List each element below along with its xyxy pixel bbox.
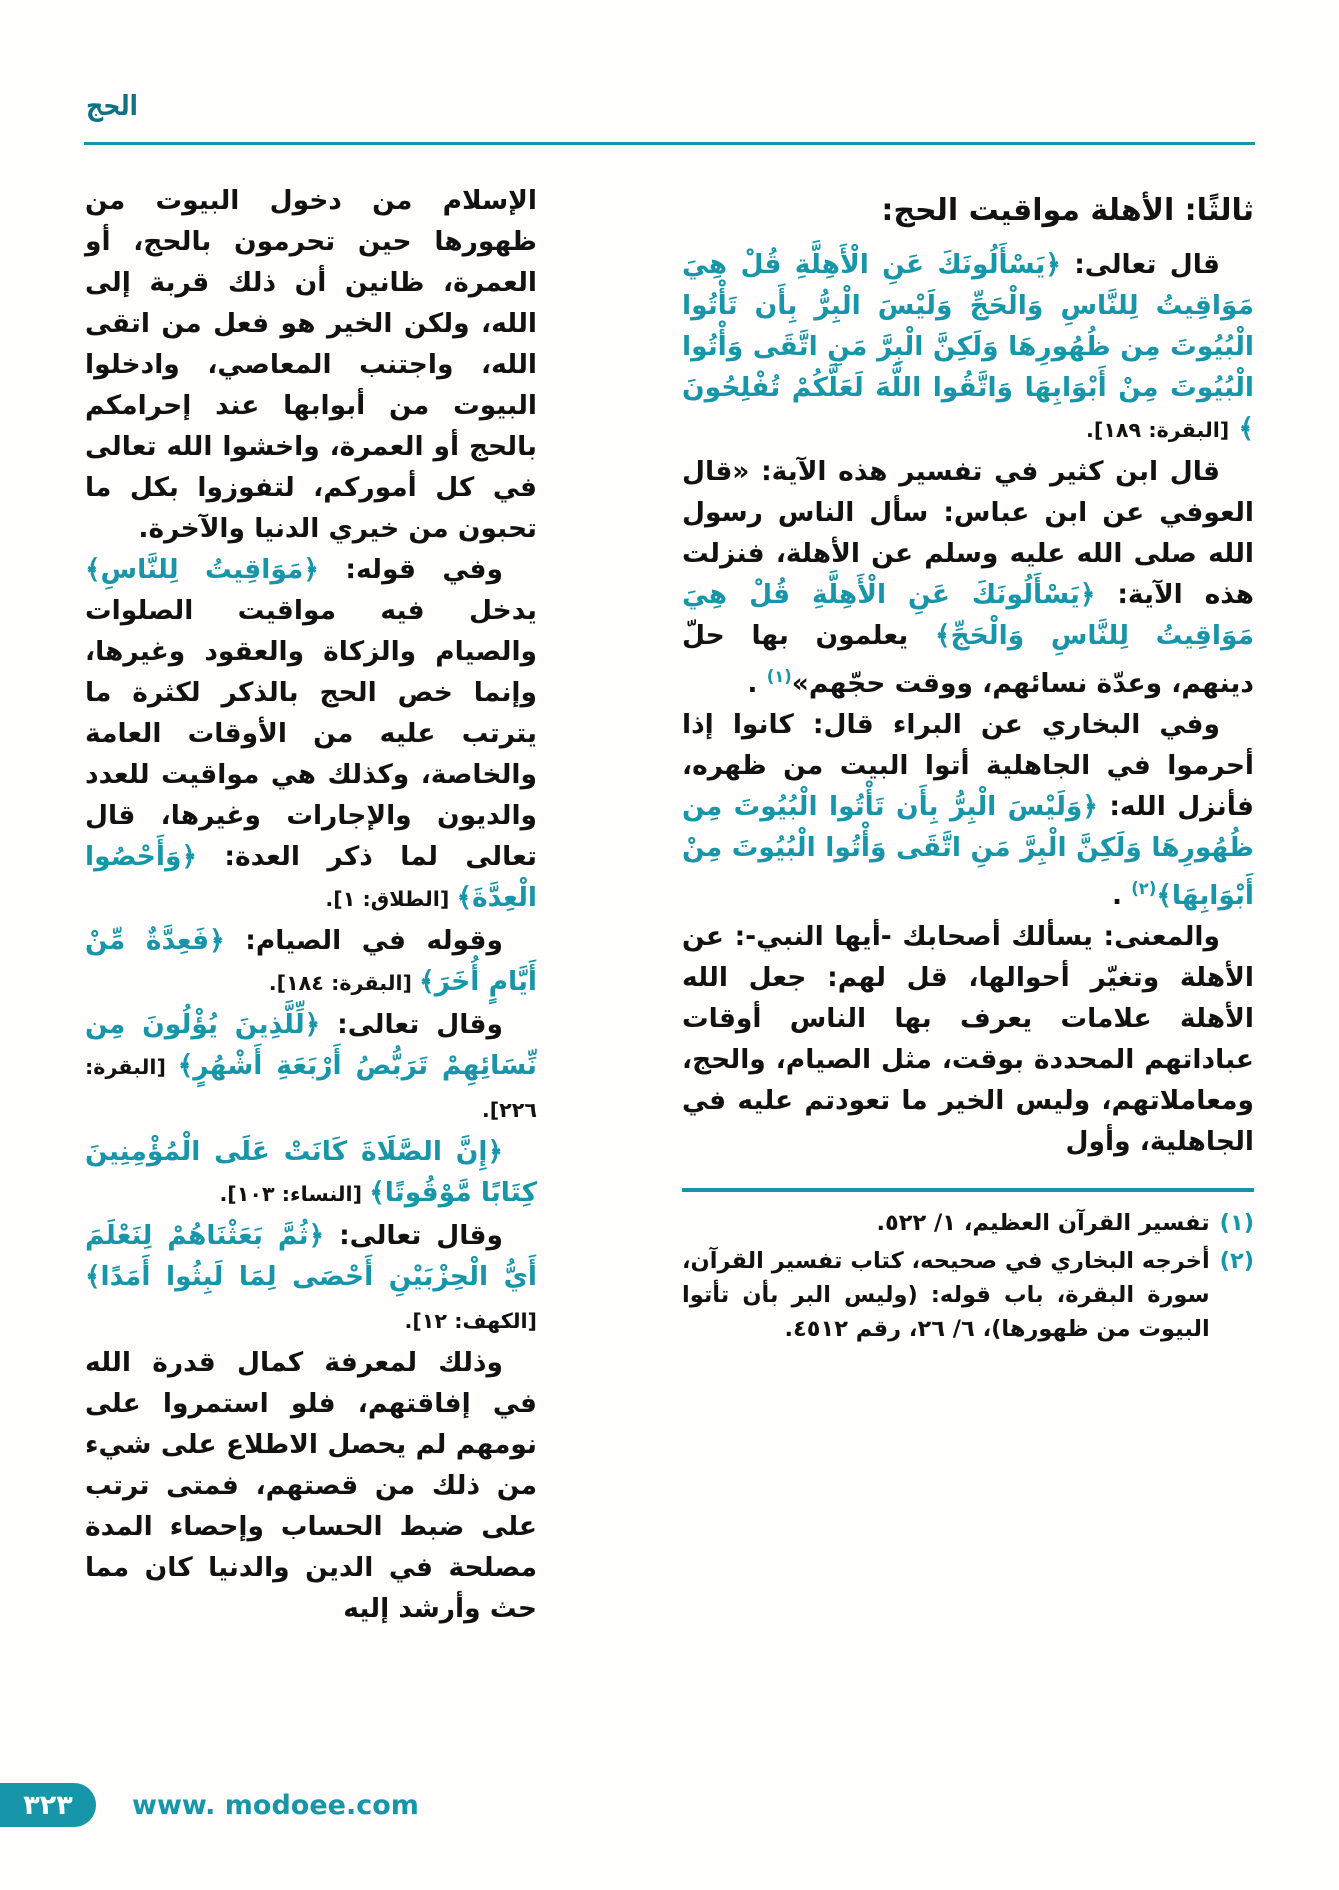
footnote-marker: (٢) (1131, 878, 1157, 898)
paragraph (682, 916, 1254, 1162)
quran-verse: ﴿وَلَيْسَ الْبِرُّ بِأَن تَأْتُوا الْبُيُوتَ مِن ظُهُورِهَا وَلَكِنَّ الْبِرَّ مَنِ اتَّقَى وَأْتُوا الْبُيُوتَ مِنْ أَبْوَابِهَا﴾ (682, 790, 1254, 911)
body-text: وقال تعالى: (320, 1009, 504, 1040)
footnote-text: تفسير القرآن العظيم، ١/ ٥٢٢. (876, 1209, 1210, 1236)
body-text: يدخل فيه مواقيت الصلوات والصيام والزكاة والعقود وغيرها، وإنما خص الحج بالذكر لكثرة ما يترتب عليه من الأوقات العامة والخاصة، وكذلك هي مواقيت للعدد والديون والإجارات وغيرها، قال تعالى لما ذكر العدة: (85, 595, 537, 872)
column-right (682, 180, 1254, 1770)
paragraph (682, 244, 1254, 451)
paragraph (85, 180, 537, 549)
verse-reference: [البقرة: ١٨٩]. (1086, 418, 1230, 442)
footnote-number: (١) (1219, 1209, 1254, 1236)
body-text: وذلك لمعرفة كمال قدرة الله في إفاقتهم، فلو استمروا على نومهم لم يحصل الاطلاع على شيء من ذلك من قصتهم، فمتى ترتب على ضبط الحساب وإحصاء المدة مصلحة في الدين والدنيا كان مما حث وأرشد إليه (85, 1347, 537, 1624)
text-columns (85, 180, 1254, 1770)
quran-verse: ﴿وَأَحْصُوا الْعِدَّةَ﴾ (85, 841, 537, 913)
left-column-text (85, 180, 537, 1629)
quran-verse: ﴿ثُمَّ بَعَثْنَاهُمْ لِنَعْلَمَ أَيُّ الْحِزْبَيْنِ أَحْصَى لِمَا لَبِثُوا أَمَدًا﴾ (85, 1220, 537, 1292)
paragraph (85, 549, 537, 920)
paragraph (85, 1342, 537, 1629)
footnotes (682, 1206, 1254, 1350)
body-text: وفي البخاري عن البراء قال: كانوا إذا أحرموا في الجاهلية أتوا البيت من ظهره، فأنزل الله: (682, 708, 1254, 822)
body-text: قال ابن كثير في تفسير هذه الآية: «قال العوفي عن ابن عباس: سأل الناس رسول الله صلى الله عليه وسلم عن الأهلة، فنزلت هذه الآية: (682, 456, 1254, 610)
body-text: قال تعالى: (1060, 249, 1220, 280)
page-footer (0, 1782, 419, 1828)
verse-reference: [الطلاق: ١]. (325, 887, 457, 911)
footnote-item (682, 1206, 1254, 1240)
quran-verse: ﴿يَسْأَلُونَكَ عَنِ الْأَهِلَّةِ قُلْ هِيَ مَوَاقِيتُ لِلنَّاسِ وَالْحَجِّ وَلَيْسَ الْبِرُّ بِأَن تَأْتُوا الْبُيُوتَ مِن ظُهُورِهَا وَلَكِنَّ الْبِرَّ مَنِ اتَّقَى وَأْتُوا الْبُيُوتَ مِنْ أَبْوَابِهَا وَاتَّقُوا اللَّهَ لَعَلَّكُمْ تُفْلِحُونَ ﴾ (682, 249, 1254, 444)
body-text: وفي قوله: (318, 554, 503, 585)
footnote-separator (682, 1188, 1254, 1192)
quran-verse: ﴿مَوَاقِيتُ لِلنَّاسِ﴾ (85, 554, 319, 585)
paragraph (682, 451, 1254, 704)
website-text: www. modoee.com (132, 1789, 419, 1821)
footnote-marker: (١) (766, 667, 792, 686)
footnote-text: أخرجه البخاري في صحيحه، كتاب تفسير القرآن، سورة البقرة، باب قوله: (وليس البر بأن تأتوا البيوت من ظهورها)، ٦/ ٢٦، رقم ٤٥١٢. (682, 1247, 1210, 1342)
verse-reference: [البقرة: ٢٢٦]. (85, 1055, 537, 1122)
paragraph (85, 1131, 537, 1215)
quran-verse: ﴿لِّلَّذِينَ يُؤْلُونَ مِن نِّسَائِهِمْ تَرَبُّصُ أَرْبَعَةِ أَشْهُرٍ﴾ (85, 1009, 537, 1081)
paragraph (85, 1004, 537, 1131)
body-text: والمعنى: يسألك أصحابك -أيها النبي-: عن الأهلة وتغيّر أحوالها، قل لهم: جعل الله الأهلة علامات يعرف بها الناس أوقات عباداتهم المحددة بوقت، مثل الصيام، والحج، ومعاملاتهم، وليس الخير ما تعودتم عليه في الجاهلية، وأول (682, 920, 1254, 1157)
paragraph (682, 704, 1254, 916)
section-heading (682, 188, 1254, 234)
body-text: ثالثًا: الأهلة مواقيت الحج: (881, 193, 1254, 228)
body-text: الإسلام من دخول البيوت من ظهورها حين تحرمون بالحج، أو العمرة، ظانين أن ذلك قربة إلى الله، ولكن الخير هو فعل من اتقى الله، واجتنب المعاصي، وادخلوا البيوت من أبوابها عند إحرامكم بالحج أو العمرة، واخشوا الله تعالى في كل أموركم، لتفوزوا بكل ما تحبون من خيري الدنيا والآخرة. (85, 185, 537, 544)
right-column-text (682, 180, 1254, 1162)
body-text: . (747, 667, 767, 699)
verse-reference: [النساء: ١٠٣]. (219, 1182, 370, 1206)
chapter-logo: الحج (86, 89, 138, 123)
page-number-badge: ٣٢٣ (0, 1783, 96, 1827)
verse-reference: [البقرة: ١٨٤]. (268, 971, 420, 995)
body-text: . (1111, 879, 1132, 911)
column-left (85, 180, 537, 1770)
paragraph (85, 1215, 537, 1342)
paragraph (85, 920, 537, 1004)
quran-verse: ﴿يَسْأَلُونَكَ عَنِ الْأَهِلَّةِ قُلْ هِيَ مَوَاقِيتُ لِلنَّاسِ وَالْحَجِّ﴾ (682, 579, 1254, 651)
footnote-number: (٢) (1219, 1247, 1254, 1274)
body-text: وقال تعالى: (324, 1220, 503, 1251)
quran-verse: ﴿إِنَّ الصَّلَاةَ كَانَتْ عَلَى الْمُؤْمِنِينَ كِتَابًا مَّوْقُوتًا﴾ (85, 1136, 537, 1208)
body-text: وقوله في الصيام: (224, 925, 503, 956)
footnote-item (682, 1244, 1254, 1346)
body-text: يعلمون بها حلّ دينهم، وعدّة نسائهم، ووقت حجّهم» (682, 620, 1254, 699)
header-rule (84, 142, 1255, 145)
verse-reference: [الكهف: ١٢]. (404, 1309, 537, 1333)
quran-verse: ﴿فَعِدَّةٌ مِّنْ أَيَّامٍ أُخَرَ﴾ (85, 925, 537, 997)
